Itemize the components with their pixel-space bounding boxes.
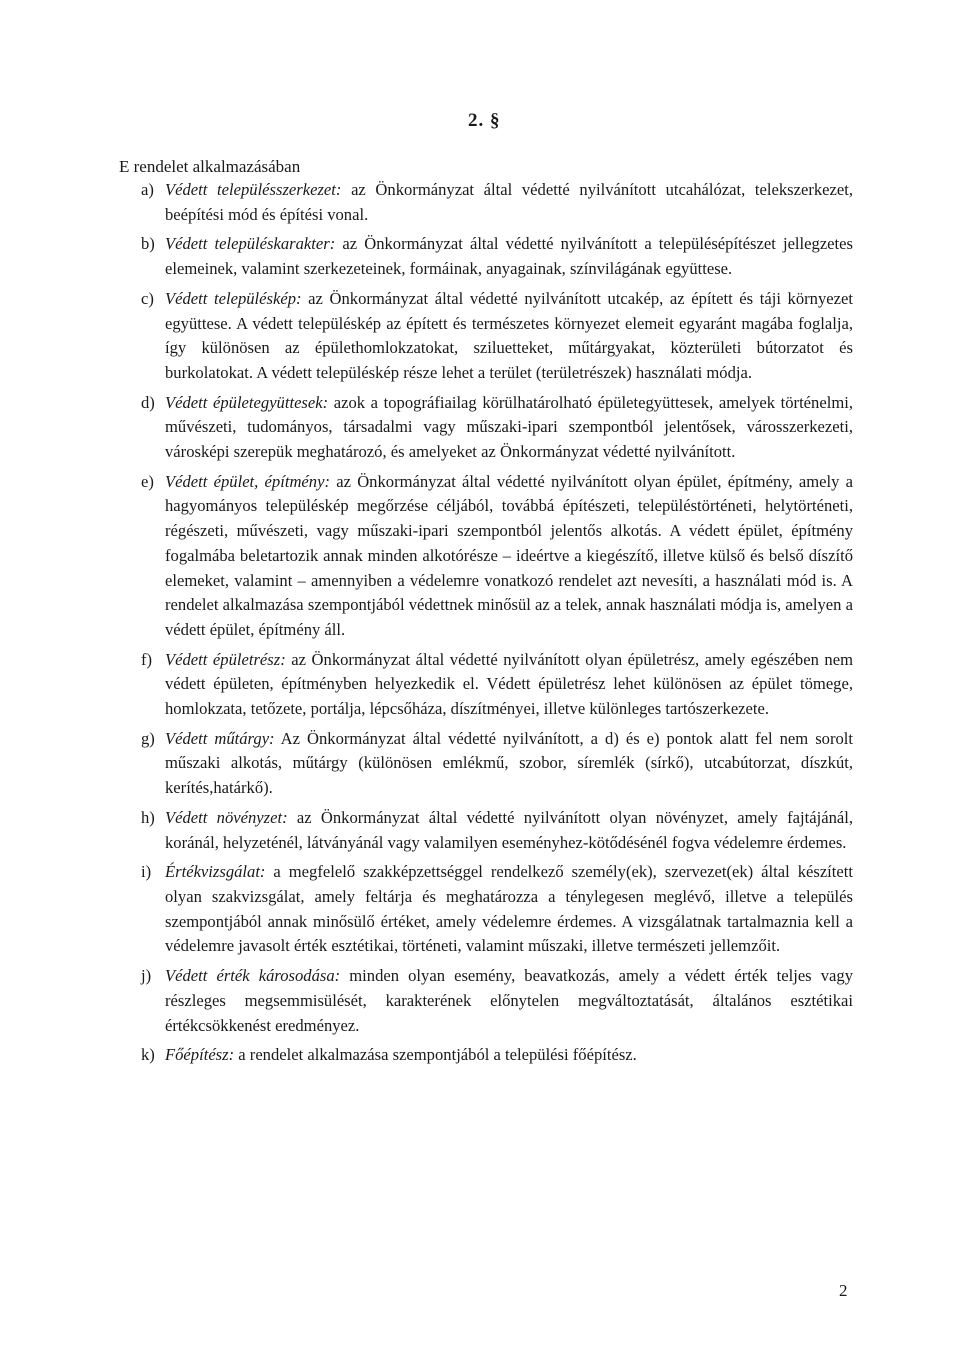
definition-text: az Önkormányzat által védetté nyilvánított a településépítészet jellegzetes elemeinek, valamint szerkezeteinek, formáinak, anyagainak, színvilágának együttese. [165, 234, 853, 279]
item-letter: e) [141, 471, 154, 491]
definition-item-f [141, 648, 853, 722]
definition-term: Védett épületrész: [165, 649, 286, 669]
item-letter: h) [141, 807, 155, 827]
definition-term: Védett településszerkezet: [165, 180, 342, 199]
item-letter: d) [141, 392, 155, 412]
definition-text: minden olyan esemény, beavatkozás, amely a védett érték teljes vagy részleges megsemmisülését, karakterének előnytelen megváltoztatását, általános esztétikai értékcsökkenést eredményez. [165, 966, 853, 1035]
definition-item-d [141, 391, 853, 465]
definition-term: Védett épületegyüttesek: [165, 392, 329, 412]
definition-term: Védett településkarakter: [165, 234, 336, 254]
definition-text: az Önkormányzat által védetté nyilvánított utcahálózat, telekszerkezet, beépítési mód és építési vonal. [165, 180, 854, 224]
definition-text: Az Önkormányzat által védetté nyilvánított, a d) és e) pontok alatt fel nem sorolt műszaki alkotás, műtárgy (különösen emlékmű, szobor, síremlék (sírkő), utcabútorzat, díszkút, kerítés,határkő). [165, 728, 853, 798]
definition-text: a megfelelő szakképzettséggel rendelkező személy(ek), szervezet(ek) által készített olyan szakvizsgálat, amely feltárja és meghatározza a ténylegesen meglévő, illetve a település szempontjából annak minősülő értéket, amely védelemre érdemes. A vizsgálatnak tartalmaznia kell a védelemre javasolt érték esztétikai, történeti, valamint műszaki, illetve természeti jellemzőit. [165, 862, 853, 956]
definition-list [141, 178, 853, 1073]
definition-text: a rendelet alkalmazása szempontjából a települési főépítész. [234, 1045, 637, 1065]
definition-term: Védett településkép: [165, 288, 302, 308]
definition-term: Védett épület, építmény: [165, 471, 330, 491]
item-letter: a) [141, 180, 154, 199]
definition-item-k [141, 1043, 853, 1068]
intro-text: E rendelet alkalmazásában [119, 157, 301, 176]
definition-item-a [141, 178, 853, 227]
definition-term: Védett műtárgy: [165, 728, 275, 748]
definition-item-j [141, 964, 853, 1038]
item-letter: g) [141, 728, 155, 748]
item-letter: j) [141, 966, 152, 986]
definition-term: Értékvizsgálat: [165, 862, 266, 882]
definition-item-i [141, 860, 853, 959]
page-number: 2 [839, 1281, 848, 1300]
definition-item-h [141, 806, 853, 855]
item-letter: i) [141, 862, 152, 882]
definition-text: az Önkormányzat által védetté nyilvánított utcakép, az épített és táji környezet együttese. A védett településkép az épített és természetes környezet elemeit egyaránt magába foglalja, így különösen az épülethomlokzatokat, sziluetteket, műtárgyakat, közterületi bútorzatot és burkolatokat. A védett településkép része lehet a terület (területrészek) használati módja. [165, 288, 853, 382]
definition-item-g [141, 727, 853, 801]
definition-item-b [141, 232, 853, 281]
definition-text: az Önkormányzat által védetté nyilvánított olyan növényzet, amely fajtájánál, koránál, helyzeténél, látványánál vagy valamilyen eseményhez-kötődésénél fogva védelemre érdemes. [165, 807, 853, 852]
definition-text: az Önkormányzat által védetté nyilvánított olyan épületrész, amely egészében nem védett épületen, építményben helyezkedik el. Védett épületrész lehet különösen az épület tömege, homlokzata, tetőzete, portálja, lépcsőháza, díszítményei, illetve különleges tartószerkezete. [165, 649, 853, 719]
definition-term: Védett érték károsodása: [165, 966, 341, 986]
definition-item-c [141, 287, 853, 386]
item-letter: k) [141, 1045, 155, 1065]
definition-item-e [141, 470, 853, 643]
section-heading: 2. § [468, 110, 501, 131]
definition-term: Főépítész: [165, 1045, 235, 1065]
definition-term: Védett növényzet: [165, 807, 288, 827]
item-letter: f) [141, 649, 153, 669]
definition-text: azok a topográfiailag körülhatárolható épületegyüttesek, amelyek történelmi, művészeti, tudományos, társadalmi vagy műszaki-ipari szempontból jelentősek, városszerkezeti, városképi szerepük meghatározó, és amelyeket az Önkormányzat védetté nyilvánított. [165, 392, 853, 462]
item-letter: c) [141, 288, 154, 308]
definition-text: az Önkormányzat által védetté nyilvánított olyan épület, építmény, amely a hagyományos településkép megőrzése céljából, továbbá építészeti, településtörténeti, helytörténeti, régészeti, művészeti, vagy műszaki-ipari szempontból jelentős alkotás. A védett épület, építmény fogalmába beletartozik annak minden alkotórésze – ideértve a kiegészítő, illetve külső és belső díszítő elemeket, valamint – amennyiben a védelemre vonatkozó rendelet azt nevesíti, a használati mód is. A rendelet alkalmazása szempontjából védettnek minősül az a telek, annak használati módja is, amelyen a védett épület, építmény áll. [165, 471, 853, 639]
item-letter: b) [141, 234, 155, 254]
